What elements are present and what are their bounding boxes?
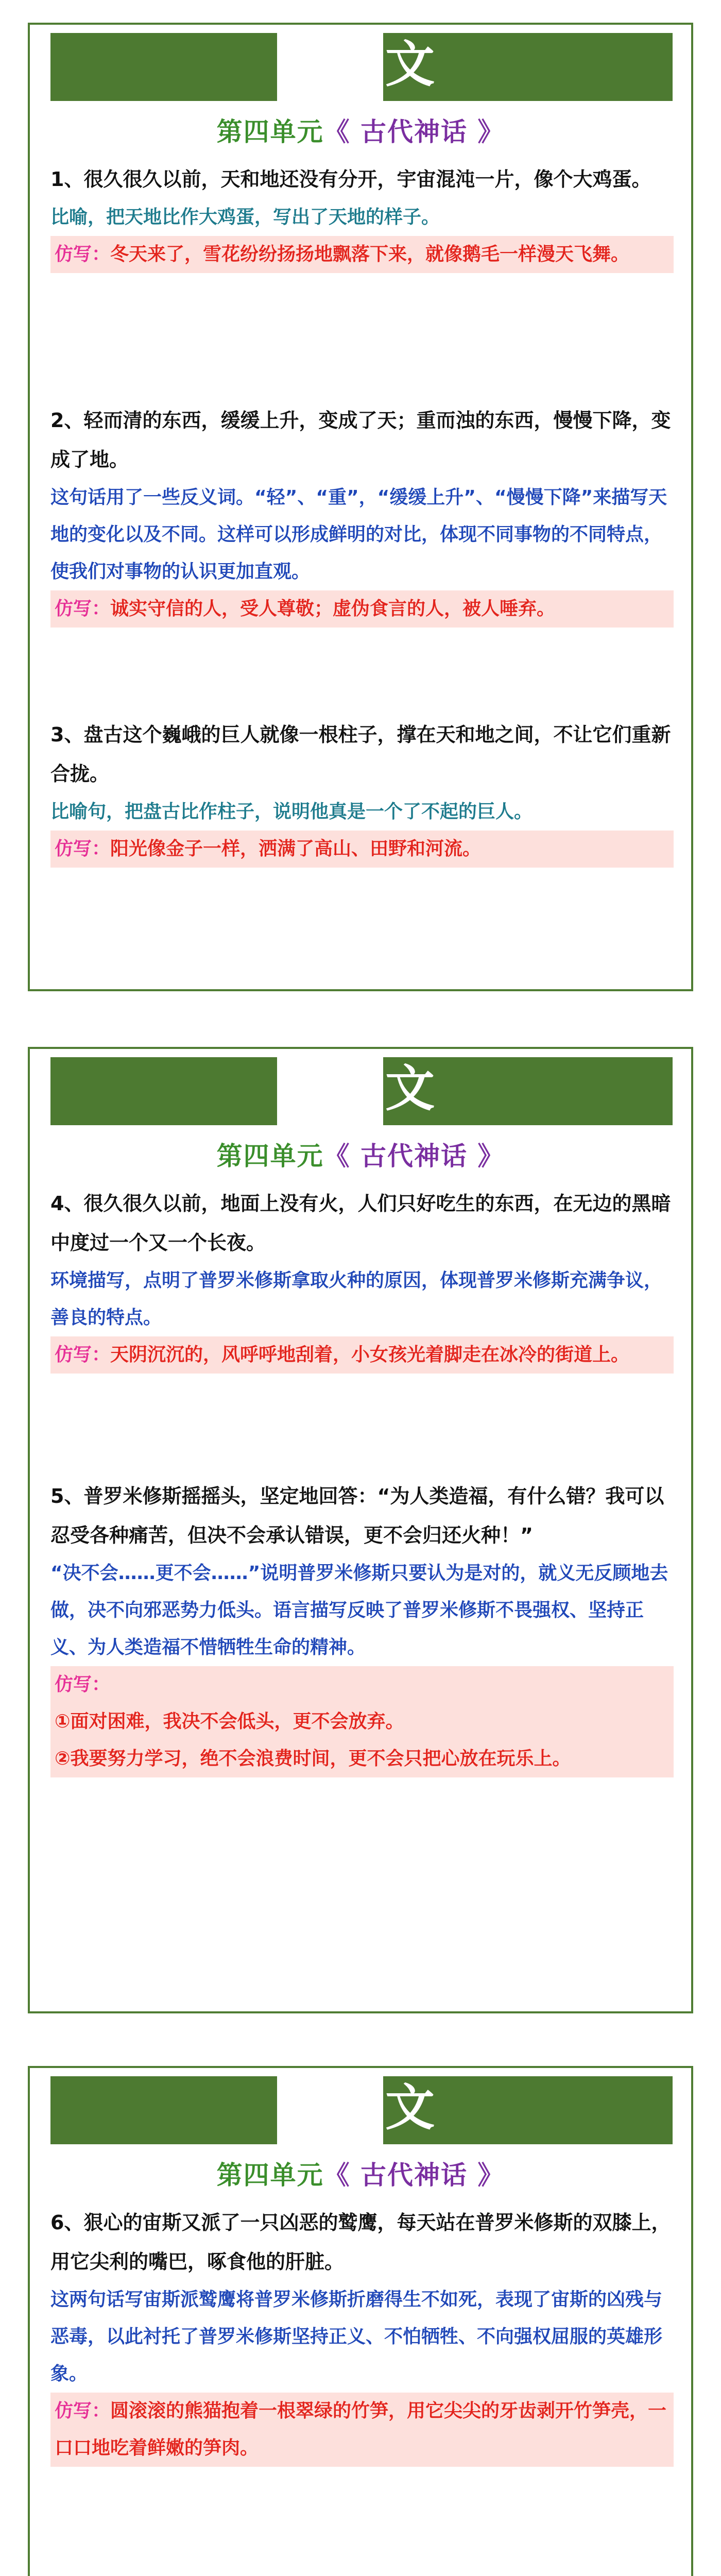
item-6 — [50, 2203, 674, 2467]
unit-title-prefix: 第四单元 — [216, 2160, 324, 2190]
item-imitation — [50, 831, 674, 868]
imitation-label: 仿写： — [55, 2400, 111, 2421]
imitation-label: 仿写： — [55, 598, 111, 619]
item-sentence: 5、普罗米修斯摇摇头，坚定地回答：“为人类造福，有什么错？我可以忍受各种痛苦，但决不会承认错误，更不会归还火种！” — [50, 1485, 664, 1547]
item-5 — [50, 1477, 674, 1777]
item-4 — [50, 1184, 674, 1374]
card-1 — [28, 23, 693, 991]
banner — [50, 2076, 673, 2144]
unit-title-text: 《 古代神话 》 — [323, 2160, 505, 2190]
imitation-text: 天阴沉沉的，风呼呼地刮着，小女孩光着脚走在冰冷的街道上。 — [110, 1344, 630, 1365]
unit-title-prefix: 第四单元 — [216, 1141, 324, 1171]
imitation-label: 仿写： — [55, 1674, 111, 1695]
banner-glyph: 文 — [385, 36, 435, 93]
item-imitation — [50, 2393, 674, 2467]
item-imitation — [50, 590, 674, 628]
item-sentence: 4、很久很久以前，地面上没有火，人们只好吃生的东西，在无边的黑暗中度过一个又一个长夜。 — [50, 1192, 671, 1254]
imitation-label: 仿写： — [55, 244, 111, 265]
imitation-label: 仿写： — [55, 1344, 111, 1365]
item-analysis: “决不会……更不会……”说明普罗米修斯只要认为是对的，就义无反顾地去做，决不向邪恶势力低头。语言描写反映了普罗米修斯不畏强权、坚持正义、为人类造福不惜牺牲生命的精神。 — [50, 1563, 668, 1658]
banner-white-block — [277, 2076, 383, 2144]
unit-title — [30, 111, 691, 148]
imitation-text: 诚实守信的人，受人尊敬；虚伪食言的人，被人唾弃。 — [110, 598, 556, 619]
imitation-label: 仿写： — [55, 838, 111, 859]
imitation-line-1: ①面对困难，我决不会低头，更不会放弃。 — [50, 1703, 674, 1740]
unit-title-prefix: 第四单元 — [216, 117, 324, 147]
banner — [50, 1057, 673, 1125]
unit-title — [30, 2155, 691, 2192]
item-sentence: 2、轻而清的东西，缓缓上升，变成了天；重而浊的东西，慢慢下降，变成了地。 — [50, 409, 671, 471]
item-analysis: 这两句话写宙斯派鹫鹰将普罗米修斯折磨得生不如死，表现了宙斯的凶残与恶毒，以此衬托了普罗米修斯坚持正义、不怕牺牲、不向强权屈服的英雄形象。 — [50, 2289, 663, 2384]
item-analysis: 环境描写，点明了普罗米修斯拿取火种的原因，体现普罗米修斯充满争议，善良的特点。 — [50, 1270, 663, 1328]
card-2 — [28, 1047, 693, 2013]
item-analysis: 比喻句，把盘古比作柱子，说明他真是一个了不起的巨人。 — [50, 801, 533, 822]
imitation-text: 圆滚滚的熊猫抱着一根翠绿的竹笋，用它尖尖的牙齿剥开竹笋壳，一口口地吃着鲜嫩的笋肉。 — [55, 2400, 667, 2459]
item-imitation — [50, 236, 674, 273]
banner-glyph: 文 — [385, 2079, 435, 2137]
item-2 — [50, 401, 674, 628]
imitation-line-2: ②我要努力学习，绝不会浪费时间，更不会只把心放在玩乐上。 — [50, 1740, 674, 1777]
item-sentence: 6、狠心的宙斯又派了一只凶恶的鹫鹰，每天站在普罗米修斯的双膝上，用它尖利的嘴巴，啄食他的肝脏。 — [50, 2211, 671, 2273]
banner-white-block — [277, 33, 383, 101]
unit-title — [30, 1136, 691, 1173]
imitation-text: 冬天来了，雪花纷纷扬扬地飘落下来，就像鹅毛一样漫天飞舞。 — [110, 244, 630, 265]
banner-glyph: 文 — [385, 1060, 435, 1117]
item-1 — [50, 160, 674, 273]
item-analysis: 比喻，把天地比作大鸡蛋，写出了天地的样子。 — [50, 207, 440, 228]
imitation-text: 阳光像金子一样，洒满了高山、田野和河流。 — [110, 838, 482, 859]
unit-title-text: 《 古代神话 》 — [323, 1141, 505, 1171]
item-3 — [50, 715, 674, 868]
item-analysis: 这句话用了一些反义词。“轻”、“重”，“缓缓上升”、“慢慢下降”来描写天地的变化以及不同。这样可以形成鲜明的对比，体现不同事物的不同特点，使我们对事物的认识更加直观。 — [50, 487, 667, 582]
item-imitation — [50, 1336, 674, 1374]
item-imitation-label — [50, 1666, 674, 1703]
item-sentence: 1、很久很久以前，天和地还没有分开，宇宙混沌一片，像个大鸡蛋。 — [50, 168, 651, 191]
card-3 — [28, 2066, 693, 2576]
item-sentence: 3、盘古这个巍峨的巨人就像一根柱子，撑在天和地之间，不让它们重新合拢。 — [50, 723, 671, 785]
banner — [50, 33, 673, 101]
banner-white-block — [277, 1057, 383, 1125]
unit-title-text: 《 古代神话 》 — [323, 117, 505, 147]
